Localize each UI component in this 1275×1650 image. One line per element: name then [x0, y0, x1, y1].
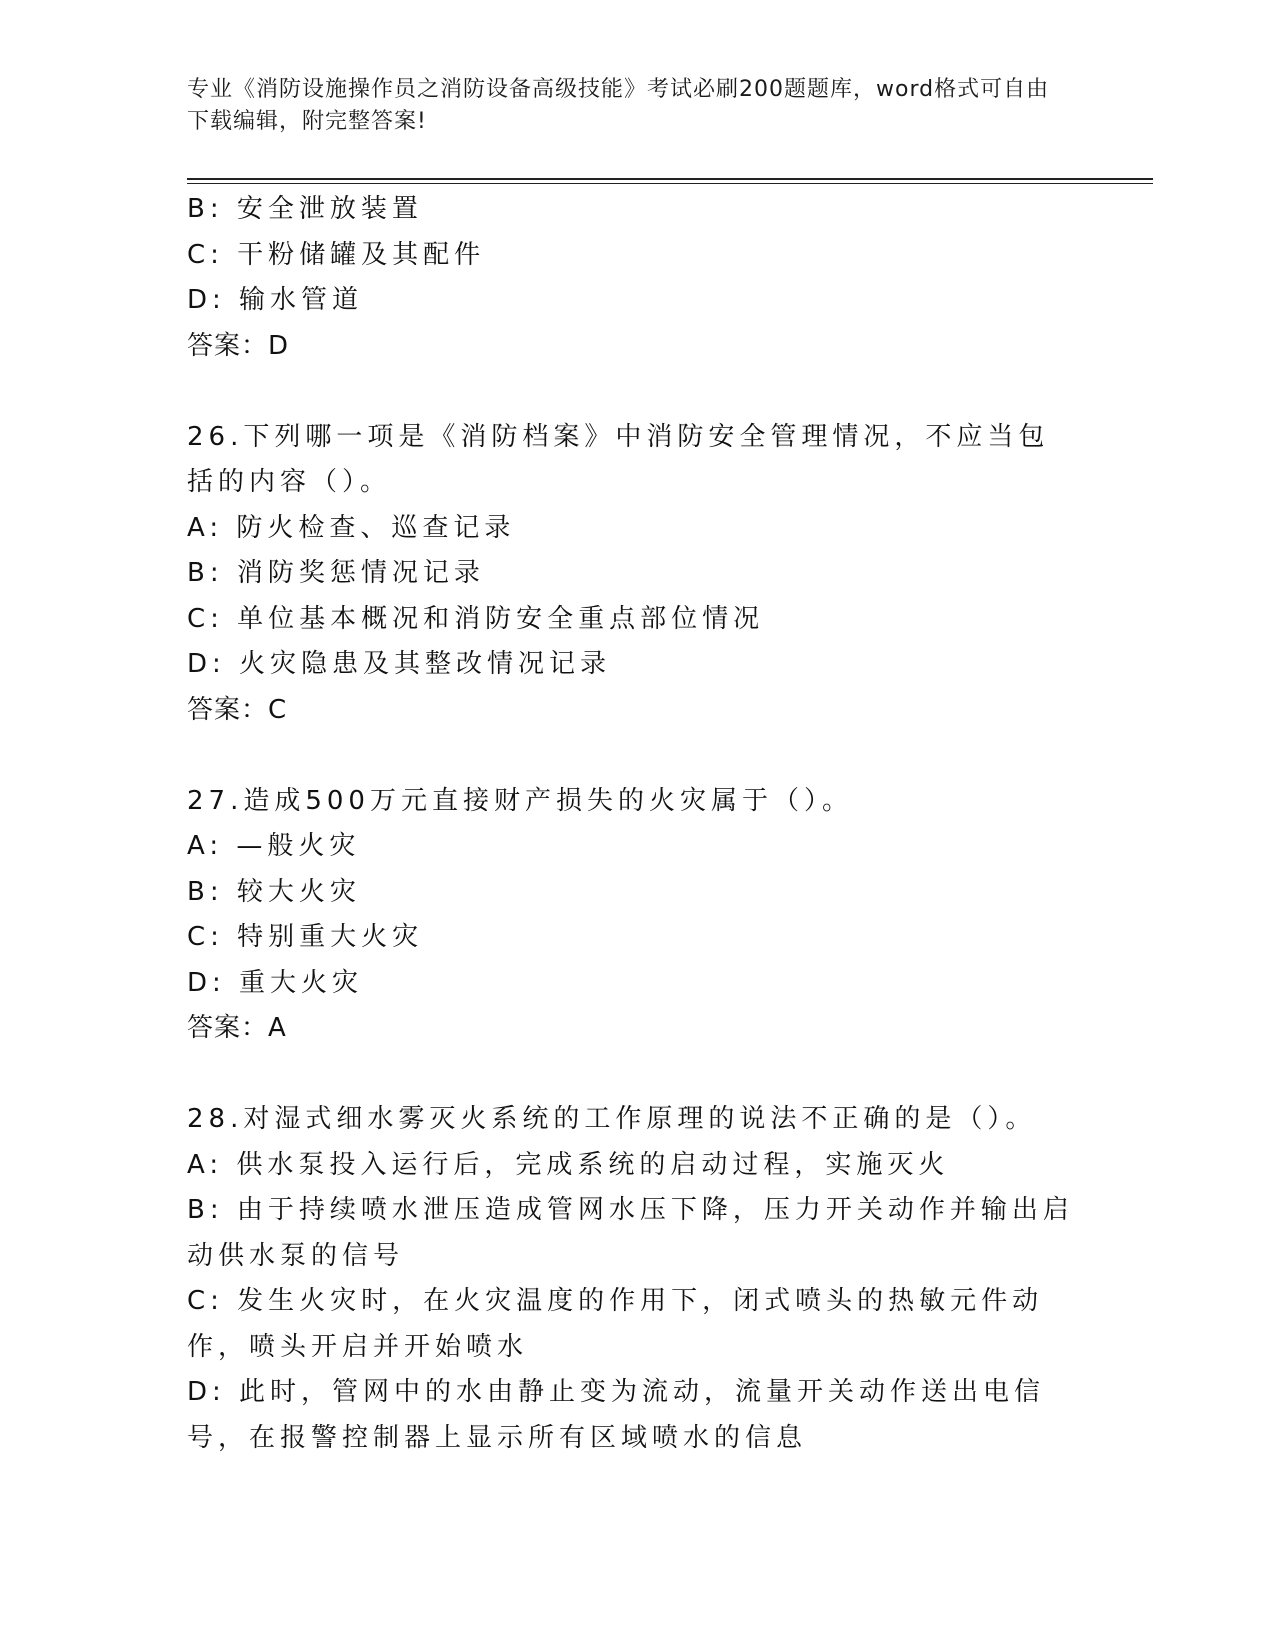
- question-stem: 27.造成500万元直接财产损失的火灾属于（）。: [187, 785, 853, 816]
- header-rule-thick: [187, 178, 1153, 180]
- option-a: A: 防火检查、巡查记录: [187, 512, 516, 543]
- answer-line: 答案：C: [187, 694, 288, 725]
- option-c: C: 特别重大火灾: [187, 922, 424, 952]
- option-d: D: 重大火灾: [187, 967, 364, 998]
- option-a: A: —般火灾: [187, 831, 361, 861]
- document-body: [187, 187, 1077, 1461]
- option-b: B: 较大火灾: [187, 876, 361, 907]
- question-fragment-25: [187, 187, 1077, 369]
- question-stem: 28.对湿式细水雾灭火系统的工作原理的说法不正确的是（）。: [187, 1104, 1037, 1134]
- option-a: A: 供水泵投入运行后，完成系统的启动过程，实施灭火: [187, 1149, 950, 1180]
- question-26: [187, 415, 1077, 734]
- question-28: [187, 1097, 1077, 1461]
- answer-line: 答案：D: [187, 330, 290, 361]
- header-rule-thin: [187, 183, 1153, 184]
- document-header: 专业《消防设施操作员之消防设备高级技能》考试必刷200题题库，word格式可自由下载编辑，附完整答案!: [187, 77, 1050, 134]
- option-d: D: 此时，管网中的水由静止变为流动，流量开关动作送出电信号，在报警控制器上显示所有区域喷水的信息: [187, 1377, 1046, 1453]
- answer-line: 答案：A: [187, 1013, 287, 1043]
- option-b: B: 安全泄放装置: [187, 194, 423, 224]
- option-d: D: 输水管道: [187, 285, 364, 315]
- option-c: C: 发生火灾时，在火灾温度的作用下，闭式喷头的热敏元件动作，喷头开启并开始喷水: [187, 1286, 1044, 1362]
- option-b: B: 消防奖惩情况记录: [187, 558, 485, 588]
- question-27: [187, 779, 1077, 1052]
- option-c: C: 单位基本概况和消防安全重点部位情况: [187, 603, 765, 634]
- option-d: D: 火灾隐患及其整改情况记录: [187, 649, 612, 679]
- option-b: B: 由于持续喷水泄压造成管网水压下降，压力开关动作并输出启动供水泵的信号: [187, 1195, 1074, 1271]
- question-stem: 26.下列哪一项是《消防档案》中消防安全管理情况，不应当包括的内容（）。: [187, 421, 1050, 497]
- option-c: C: 干粉储罐及其配件: [187, 239, 486, 270]
